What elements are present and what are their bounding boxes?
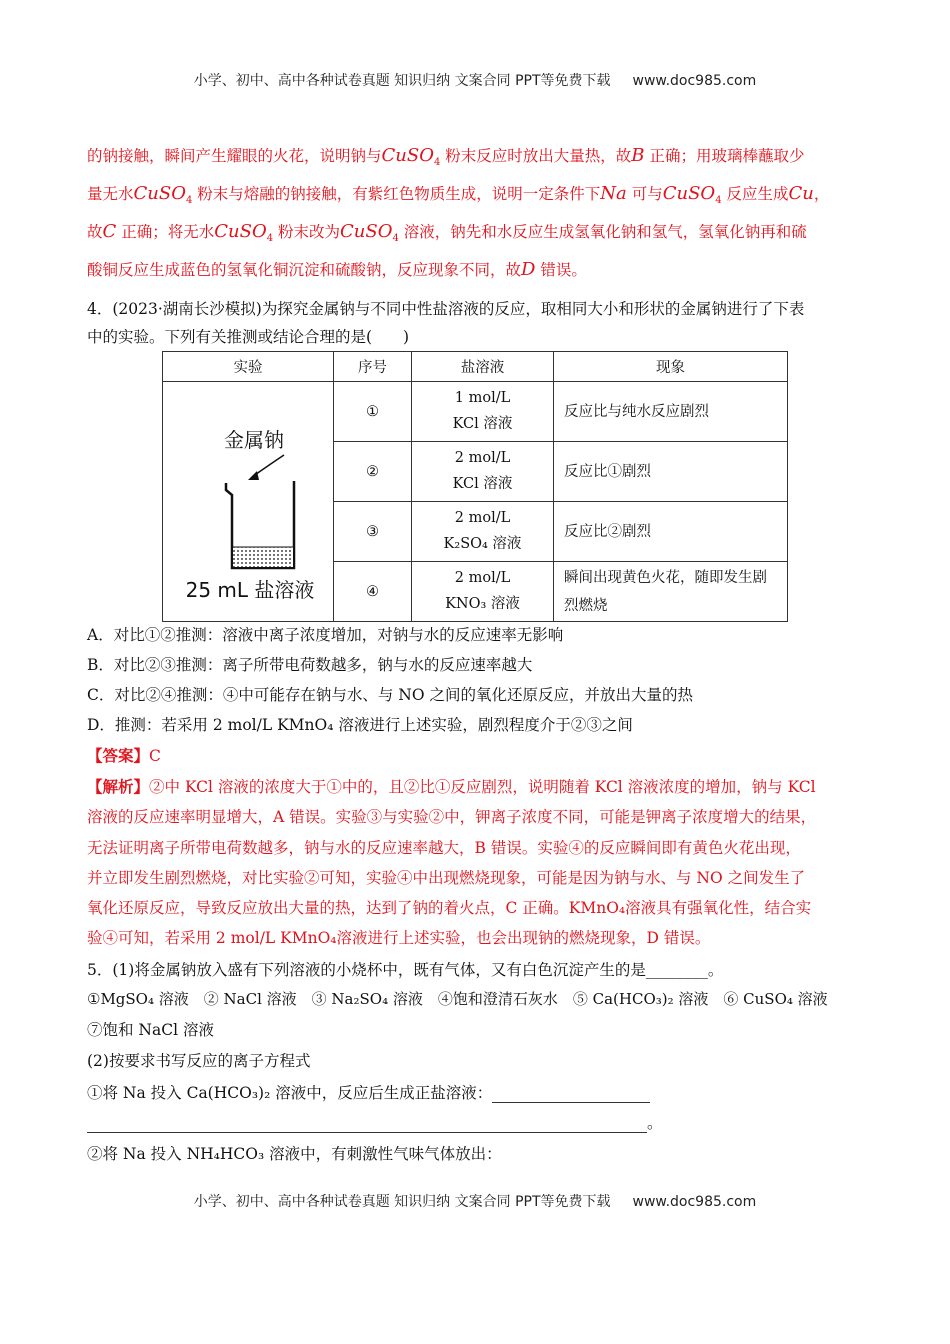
analysis-line-4: 并立即发生剧烈燃烧，对比实验②可知，实验④中出现燃烧现象，可能是因为钠与水、与 NO 之间发生了: [87, 869, 806, 887]
beaker-figure: [164, 385, 332, 615]
row4-solution: 2 mol/L KNO₃ 溶液: [412, 562, 554, 622]
q5-sub1-continuation: 。: [87, 1111, 870, 1133]
q5-part2: (2)按要求书写反应的离子方程式: [87, 1052, 311, 1070]
answer: [87, 744, 870, 766]
row1-number: ①: [334, 382, 412, 442]
page-footer: [0, 1191, 950, 1211]
option-c: C．对比②④推测：④中可能存在钠与水、与 NO 之间的氧化还原反应，并放出大量的热: [87, 686, 693, 704]
analysis-line-2: 溶液的反应速率明显增大，A 错误。实验③与实验②中，钾离子浓度不同，可能是钾离子浓度增大的结果，: [87, 808, 817, 826]
row2-phenomenon: 反应比①剧烈: [554, 442, 788, 502]
row2-number: ②: [334, 442, 412, 502]
option-b: B．对比②③推测：离子所带电荷数越多，钠与水的反应速率越大: [87, 656, 533, 674]
row3-number: ③: [334, 502, 412, 562]
row1-solution: 1 mol/L KCl 溶液: [412, 382, 554, 442]
prev-line-3: 故C 正确；将无水CuSO$_4$ 粉末改为CuSO$_4$ 溶液，钠先和水反应生成氢氧化钠和氢气，氢氧化钠再和硫: [87, 221, 807, 245]
row3-solution: 2 mol/L K₂SO₄ 溶液: [412, 502, 554, 562]
footer-site: www.doc985.com: [632, 1194, 757, 1210]
row4-phenomenon: 瞬间出现黄色火花，随即发生剧烈燃烧: [554, 562, 788, 622]
table-row: [163, 382, 788, 442]
analysis-line-1: 【解析】②中 KCl 溶液的浓度大于①中的，且②比①反应剧烈，说明随着 KCl 溶液浓度的增加，钠与 KCl: [87, 777, 816, 796]
footer-text: 小学、初中、高中各种试卷真题 知识归纳 文案合同 PPT等免费下载: [193, 1194, 611, 1210]
solution-fill: [233, 547, 293, 567]
answer-blank-2[interactable]: [87, 1114, 647, 1133]
answer-value: C: [149, 747, 161, 765]
q5-sub1: ①将 Na 投入 Ca(HCO₃)₂ 溶液中，反应后生成正盐溶液：: [87, 1081, 870, 1103]
row1-phenomenon: 反应比与纯水反应剧烈: [554, 382, 788, 442]
header-text: 小学、初中、高中各种试卷真题 知识归纳 文案合同 PPT等免费下载: [193, 73, 611, 89]
page-header: [0, 70, 950, 90]
experiment-table: [162, 351, 788, 622]
q5-sub2: ②将 Na 投入 NH₄HCO₃ 溶液中，有刺激性气味气体放出：: [87, 1145, 502, 1163]
header-phenomenon: 现象: [554, 352, 788, 382]
answer-label: 【答案】: [87, 746, 150, 765]
prev-line-1: 的钠接触，瞬间产生耀眼的火花，说明钠与CuSO$_4$ 粉末反应时放出大量热，故B 正确；用玻璃棒蘸取少: [87, 145, 805, 169]
prev-line-4: 酸铜反应生成蓝色的氢氧化铜沉淀和硫酸钠，反应现象不同，故D 错误。: [87, 259, 587, 280]
q5-stem: 5．(1)将金属钠放入盛有下列溶液的小烧杯中，既有气体，又有白色沉淀产生的是________。: [87, 961, 724, 979]
q5-choices-2: ⑦饱和 NaCl 溶液: [87, 1021, 214, 1039]
sodium-label: 金属钠: [224, 427, 284, 452]
option-a: A．对比①②推测：溶液中离子浓度增加，对钠与水的反应速率无影响: [87, 626, 564, 644]
prev-line-2: 量无水CuSO$_4$ 粉末与熔融的钠接触，有紫红色物质生成，说明一定条件下Na 可与CuSO$_4$ 反应生成Cu，: [87, 183, 830, 207]
header-solution: 盐溶液: [412, 352, 554, 382]
q4-stem-1: 4．(2023·湖南长沙模拟)为探究金属钠与不同中性盐溶液的反应，取相同大小和形状的金属钠进行了下表: [87, 300, 805, 318]
analysis-label: 【解析】: [87, 777, 150, 796]
beaker-figure-cell: [163, 382, 334, 622]
analysis-line-5: 氧化还原反应，导致反应放出大量的热，达到了钠的着火点，C 正确。KMnO₄溶液具有强氧化性，结合实: [87, 899, 812, 917]
analysis-line-3: 无法证明离子所带电荷数越多，钠与水的反应速率越大，B 错误。实验④的反应瞬间即有黄色火花出现，: [87, 839, 801, 857]
row4-number: ④: [334, 562, 412, 622]
answer-blank-1[interactable]: [492, 1084, 650, 1103]
analysis-line-6: 验④可知，若采用 2 mol/L KMnO₄溶液进行上述实验，也会出现钠的燃烧现象，D 错误。: [87, 929, 711, 947]
header-number: 序号: [334, 352, 412, 382]
table-header-row: [163, 352, 788, 382]
q5-choices-1: ①MgSO₄ 溶液 ② NaCl 溶液 ③ Na₂SO₄ 溶液 ④饱和澄清石灰水 ⑤ Ca(HCO₃)₂ 溶液 ⑥ CuSO₄ 溶液: [87, 990, 828, 1008]
volume-label: 25 mL 盐溶液: [185, 577, 315, 602]
header-experiment: 实验: [163, 352, 334, 382]
row2-solution: 2 mol/L KCl 溶液: [412, 442, 554, 502]
q4-stem-2: 中的实验。下列有关推测或结论合理的是( ): [87, 328, 410, 346]
option-d: D．推测：若采用 2 mol/L KMnO₄ 溶液进行上述实验，剧烈程度介于②③之间: [87, 716, 633, 734]
row3-phenomenon: 反应比②剧烈: [554, 502, 788, 562]
header-site: www.doc985.com: [632, 73, 757, 89]
